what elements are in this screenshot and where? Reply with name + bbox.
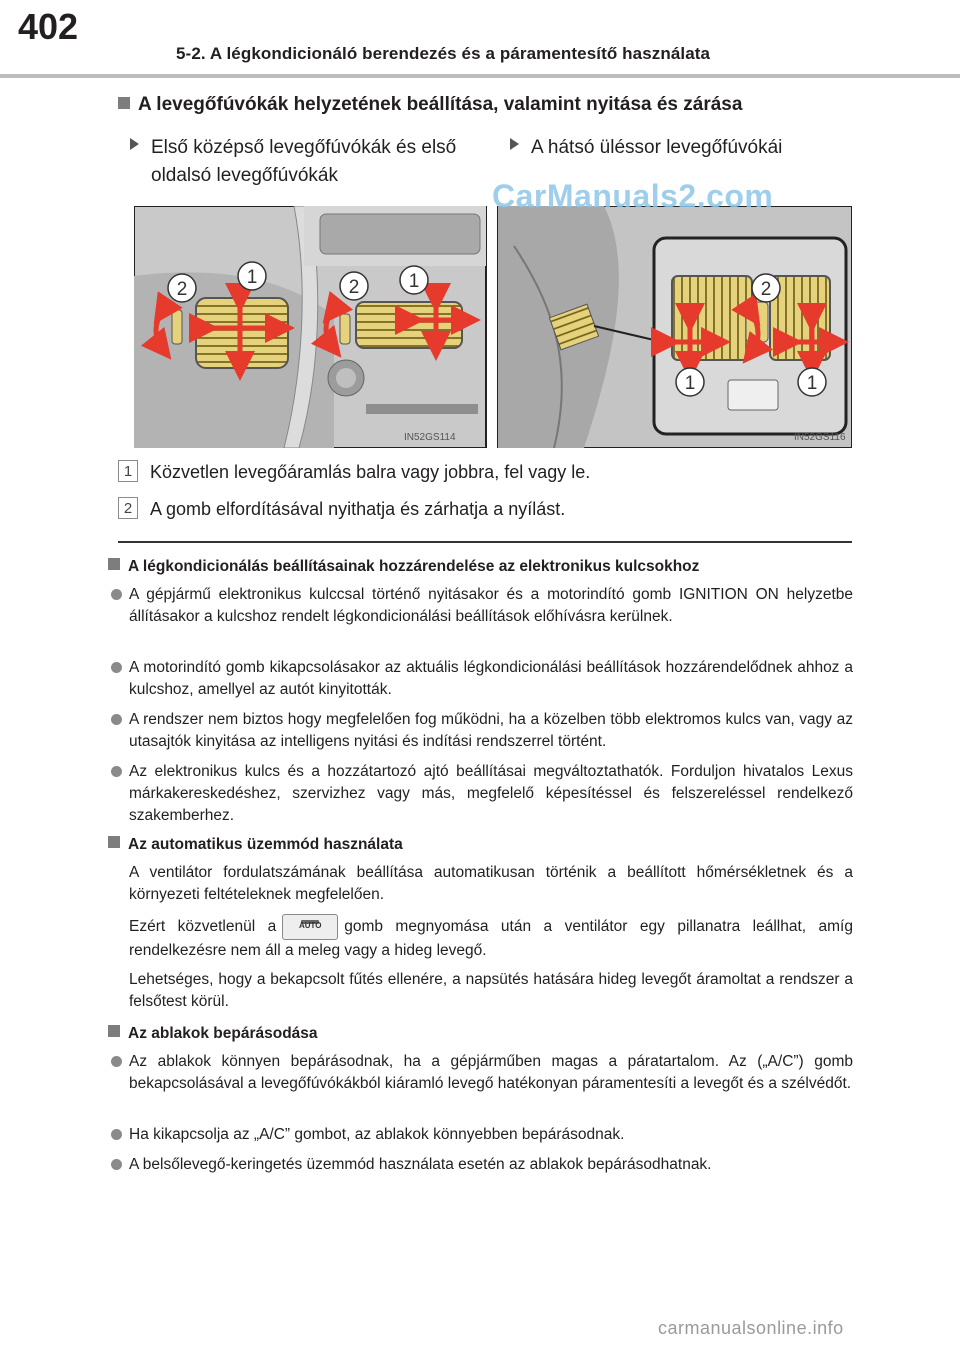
page-number: 402 [18, 6, 79, 47]
sub-left-line1: Első középső levegőfúvókák és első [151, 137, 457, 158]
list-item-text: Az ablakok könnyen bepárásodnak, ha a gépjárműben magas a páratartalom. Az („A/C”) gomb bekapcsolásával a levegőfúvókákból kiáramló levegő hatékonyan páramentesíti a levegőt és a szélvédőt. [129, 1053, 853, 1092]
numbered-text: A gomb elfordításával nyithatja és zárhatja a nyílást. [150, 499, 566, 519]
numbered-item-1 [118, 460, 590, 483]
list-item [108, 584, 853, 628]
heading-text: Az automatikus üzemmód használata [128, 836, 403, 853]
svg-text:1: 1 [806, 373, 818, 394]
list-item-text: A rendszer nem biztos hogy megfelelően fog működni, ha a közelben több elektromos kulcs van, vagy az utasajtók kinyitása az intelligens nyitási és indítási rendszerrel történt. [129, 711, 853, 750]
numbered-item-2 [118, 497, 565, 520]
triangle-bullet-icon [130, 138, 139, 150]
square-bullet-icon [108, 1025, 120, 1037]
number-box: 1 [118, 460, 138, 482]
list-item-text: A belsőlevegő-keringetés üzemmód használata esetén az ablakok bepárásodhatnak. [129, 1156, 712, 1173]
bullet-dot-icon [111, 662, 122, 673]
list-item [108, 709, 853, 753]
svg-text:2: 2 [348, 277, 360, 298]
number-box: 2 [118, 497, 138, 519]
footer-watermark: carmanualsonline.info [658, 1318, 844, 1338]
bullet-dot-icon [111, 1056, 122, 1067]
watermark: CarManuals2.com [492, 178, 774, 214]
svg-text:1: 1 [246, 267, 258, 288]
svg-text:2: 2 [760, 279, 772, 300]
auto-mode-paragraph-2: Ezért közvetlenül a AUTO gomb megnyomása után a ventilátor egy pillanatra leállhat, amíg rendelkezésre nem áll a meleg vagy a hideg levegő. [129, 914, 853, 962]
triangle-bullet-icon [510, 138, 519, 150]
svg-text:2: 2 [176, 279, 188, 300]
heading-text: A légkondicionálás beállításainak hozzárendelése az elektronikus kulcsokhoz [128, 558, 700, 575]
svg-text:1: 1 [408, 271, 420, 292]
subheading-rear-vents [510, 134, 782, 162]
auto-mode-paragraph-3: Lehetséges, hogy a bekapcsolt fűtés ellenére, a napsütés hatására hideg levegőt áramoltat a rendszer a felsőtest körül. [129, 971, 853, 1010]
auto-mode-paragraph-1: A ventilátor fordulatszámának beállítása automatikusan történik a beállított hőmérsékletnek és a környezeti feltételeknek megfelelően. [129, 864, 853, 903]
bullet-dot-icon [111, 714, 122, 725]
auto-button-icon: AUTO [282, 914, 338, 940]
list-item-text: A gépjármű elektronikus kulccsal történő nyitásakor és a motorindító gomb IGNITION ON helyzetbe állításakor a kulcshoz rendelt légkondicionálási beállítások előhívásra kerülnek. [129, 586, 853, 625]
heading-key-assignment [108, 558, 699, 576]
numbered-text: Közvetlen levegőáramlás balra vagy jobbra, fel vagy le. [150, 462, 591, 482]
bullet-dot-icon [111, 1159, 122, 1170]
svg-text:1: 1 [684, 373, 696, 394]
bullet-dot-icon [111, 1129, 122, 1140]
subheading-front-vents [130, 134, 490, 190]
vent-illustration [134, 206, 852, 448]
bullet-dot-icon [111, 589, 122, 600]
square-bullet-icon [108, 558, 120, 570]
heading-text: Az ablakok bepárásodása [128, 1025, 318, 1042]
sub-right-text: A hátsó üléssor levegőfúvókái [531, 137, 783, 158]
heading-auto-mode [108, 836, 403, 854]
list-item-text: Ha kikapcsolja az „A/C” gombot, az ablakok könnyebben bepárásodnak. [129, 1126, 625, 1143]
square-bullet-icon [108, 836, 120, 848]
svg-text:IN52GS116: IN52GS116 [794, 432, 846, 443]
list-item-text: A motorindító gomb kikapcsolásakor az aktuális légkondicionálási beállítások hozzárendelődnek ahhoz a kulcshoz, amellyel az autót kinyitották. [129, 659, 853, 698]
section-divider [118, 541, 852, 543]
sub-left-line2: oldalsó levegőfúvókák [151, 165, 338, 186]
list-item [108, 657, 853, 701]
section-heading-text: A levegőfúvókák helyzetének beállítása, valamint nyitása és zárása [138, 94, 743, 115]
list-item [108, 1154, 853, 1176]
bullet-dot-icon [111, 766, 122, 777]
header-rule [0, 74, 960, 78]
list-item [108, 761, 853, 827]
list-item-text: Az elektronikus kulcs és a hozzátartozó ajtó beállításai megváltoztathatók. Forduljon hivatalos Lexus márkakereskedéshez, szervizhez vagy más, megfelelő képesítéssel és felszereléssel rendelkező szakemberhez. [129, 763, 853, 824]
left-center-vent [356, 302, 462, 348]
section-heading [118, 94, 742, 116]
svg-text:IN52GS114: IN52GS114 [404, 432, 456, 443]
chapter-title: 5-2. A légkondicionáló berendezés és a páramentesítő használata [176, 44, 711, 63]
square-bullet-icon [118, 97, 130, 109]
heading-window-fogging [108, 1025, 318, 1043]
list-item [108, 1051, 853, 1095]
list-item [108, 1124, 853, 1146]
